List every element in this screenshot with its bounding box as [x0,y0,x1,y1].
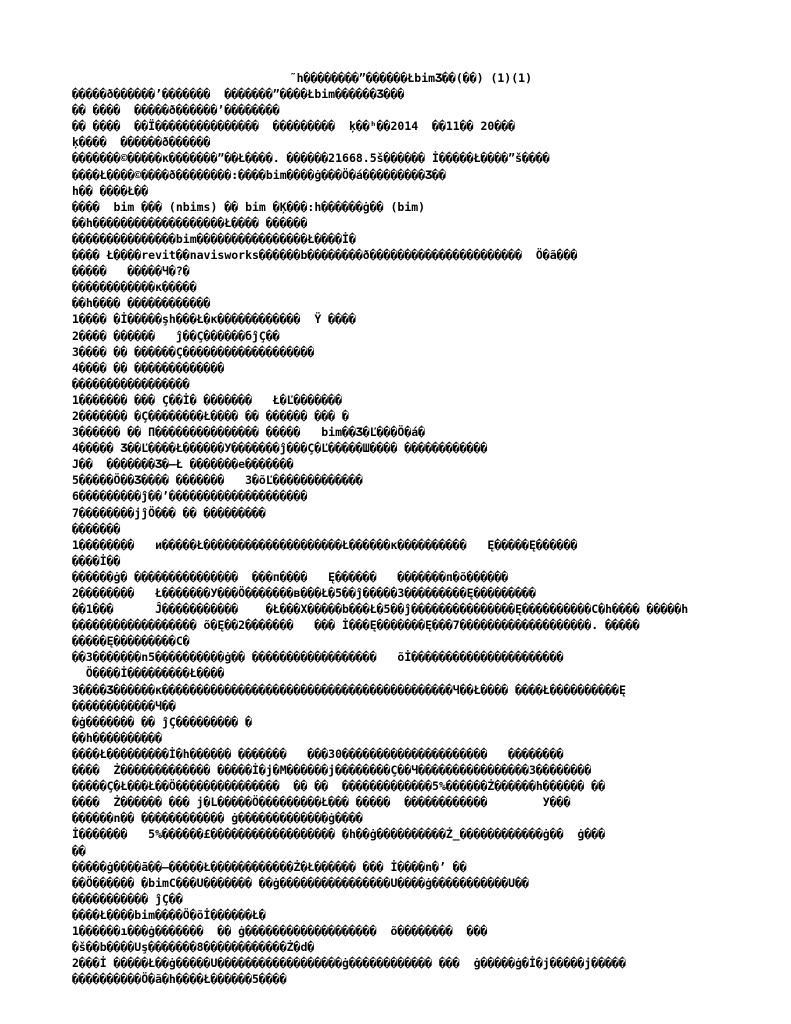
text-line: ���� Ł����revit��navisworks������b��������ð���������������������� Ö�ã��� [72,248,578,263]
text-line: ���� Ż������ ��� j�L�����Ö���������Ł��� ����� ������������ У��� [72,795,571,810]
text-line: ����Ł����©����ð��������:����bim����ġ���Ö�á���������Ʒ�� [72,167,446,182]
text-line: �����Ç�Ł���Ł��Ö��������������� �� �� �������������5%������Ż������h������ �� [72,779,606,794]
text-line: 7��������jĵÖ��� �� ��������� [72,505,266,520]
text-line: �����Ę���������C� [72,634,190,649]
text-line: 2���� ������ ĵ��Ç������бĵÇ�� [72,328,280,343]
text-line: J�� �������Ʒ�—Ł �������е������� [72,457,294,472]
text-line: 6���������ĵ��’�������������������� [72,489,308,504]
text-line: İ������� 5%������£������������������ �h��ġ����������Ż_������������ġ�� ġ��� [72,827,606,842]
text-line: 3����Ʒ������ĸ������������������������������������������Ч��Ł���� ����Ł����������Ę [72,682,626,697]
text-line: ������� [72,521,121,536]
text-line: ��h���������� [72,730,163,745]
text-line: ����������������� [72,376,190,391]
text-line: ���������������bim����������������Ł����İ� [72,231,356,246]
text-line: ������n�� ������������ ġ�������������ġ���� [72,811,363,826]
text-line: 2�������� Ł�������У���Ö�������в���Ł�5��ĵ�����3���������Ę��������� [72,586,536,600]
text-line: ��h���� ������������ [72,296,211,311]
text-line: ������������ĸ����� [72,280,197,295]
text-line: 3������ �� П��������������� ����� bim��Ʒ�Ľ���Ö�á� [72,425,426,440]
text-line: �ġ������� �� ĵÇ��������� � [72,714,253,729]
text-line: 1�������� и�����Ł��������������������Ł������к���������� Ę�����Ę������ [72,537,578,552]
text-line: ��h�������������������Ł���� ������ [72,215,308,230]
text-line: 2������� �Ç��������Ł���� �� ������ ��� � [72,408,349,423]
text-line: 1������ı���ġ������� �� ġ������������������� õ�������� ��� [72,923,488,938]
text-line: �š��b����Uş�������8������������Ż�d� [72,940,315,955]
document-body [72,70,722,987]
text-line: ���� bim ��� (nbims) �� bim �Ķ���:h������ġ�� (bim) [72,199,426,214]
text-line: ����������Ö�ã�h����Ł������5���� [72,972,287,987]
text-line: 2���İ �����Ł��ġ�����U������������������ġ������������ ��� ġ�����ġ�İ�j�����j����� [72,956,626,971]
text-line: ��Ö������ �bimC���U������� ��ġ����������������U����ġ�����������U�� [72,875,529,890]
text-line: 3���� �� ������Ç������������������� [72,344,315,359]
text-line: 4����� Ʒ��Ľ����Ł������У�������ĵ���Ç�Ľ�����Ш���� ������������ [72,441,488,456]
text-line: 1������� ��� Ç��İ� ������� Ł�Ľ������� [72,392,343,407]
text-line: ����İ�� [72,553,121,568]
text-line: h�� ����Ł�� [72,183,149,198]
text-line: ��1��� Ĵ����������� �Ł���Х�����b���Ł�5��ĵ���������������Ę����������C�h���� �����h [72,602,689,617]
text-line: ������������������ õ�Ę��2������� ��� İ���Ę�������Ę���7�������������������. ����� [72,618,640,633]
text-line: 1���� �İ�����şh���Ł�ĸ������������ Ÿ ���� [72,312,356,327]
text-line: �����ġ����ā��—�����Ł������������Ż�Ł������ ��� İ����n�’ �� [72,859,467,874]
text-line: �������©�����ĸ�������”��Ł����. ������21668.5š������ İ�����Ł����”š���� [72,151,550,166]
document-title: ˜h��������”������ŁbimƷ��(��) (1)(1) [261,71,533,85]
text-line: ��3�������n5����������ġ�� ������������������ õİ���������������������� [72,650,564,665]
text-line: ������ġ� ��������������� ���п���� Ę������ �������п�õ������ [72,569,509,584]
text-line: �� ���� �����ð������’�������� [72,103,280,118]
text-line: ���� Ż������������� �����İ�j�M������j��������Ç��Ч����������������3�������� [72,763,592,778]
text-line: ������������Ч�� [72,698,176,713]
text-line: 4���� �� ������������� [72,360,225,375]
text-line: ķ���� ������ð������ [72,135,211,150]
text-line: 5�����Ö��Ʒ���� ������� 3�õĽ������������� [72,473,363,488]
text-line: ����� �����Ч�?� [72,264,190,279]
text-line: ����Ł����bim����Ö�õİ������Ł� [72,907,266,922]
text-line: Ö����İ���������Ł���� [72,666,225,681]
text-line: �����ð������’������� �������”����Łbim������Ʒ��� [72,87,405,102]
text-line: �� [72,843,86,858]
text-line: ����������� ĵÇ�� [72,891,183,906]
text-line: ����Ł���������İ�h������ ������� ���30��������������������� �������� [72,746,564,761]
text-line: �� ���� ��Ï��������������� ��������� ķ��ʰ��2014 ��11�� 20��� [72,119,516,134]
